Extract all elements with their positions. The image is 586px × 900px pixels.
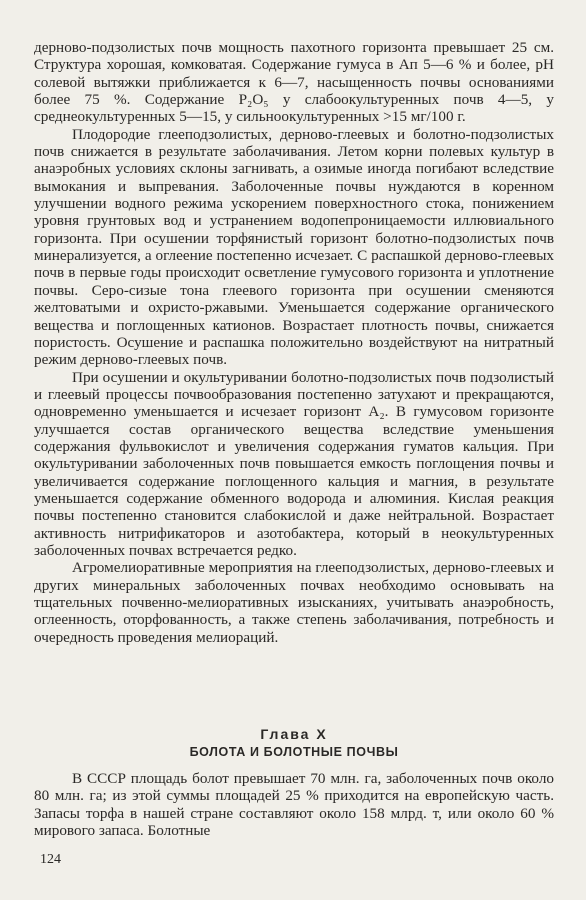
chapter-number: Глава X	[260, 726, 328, 742]
paragraph-ussr-bogs: В СССР площадь болот превышает 70 млн. га, заболоченных почв около 80 млн. га; из этой суммы площадей 25 % приходится на европейскую часть. Запасы торфа в нашей стране составляют около 158 млрд. т, или около 60 % мирового запаса. Болотные	[34, 770, 554, 840]
body-text-bottom	[34, 770, 554, 839]
paragraph-fertility: Плодородие глееподзолистых, дерново-глеевых и болотно-подзолистых почв снижается в результате заболачивания. Летом корни полевых культур в анаэробных условиях склоны загнивать, а озимые иногда погибают вследствие вымокания и выпревания. Заболоченные почвы нуждаются в коренном улучшении водного режима ускорением поверхностного стока, понижением уровня грунтовых вод и устранением водопепроницаемости иллювиального горизонта. При осушении торфянистый горизонт болотно-подзолистых почв минерализуется, а оглеение постепенно исчезает. С распашкой дерново-глеевых почв в первые годы происходит осветление гумусового горизонта и уплотнение почвы. Серо-сизые тона глеевого горизонта при осушении сменяются желтоватыми и охристо-ржавыми. Уменьшается содержание органического вещества и поглощенных катионов. Возрастает плотность почвы, снижается пористость. Осушение и распашка положительно воздействуют на нитратный режим дерново-глеевых почв.	[34, 125, 554, 369]
chapter-title: БОЛОТА И БОЛОТНЫЕ ПОЧВЫ	[189, 745, 399, 759]
page-number: 124	[40, 852, 61, 867]
paragraph-agromelioration: Агромелиоративные мероприятия на глееподзолистых, дерново-глеевых и других минеральных заболоченных почвах необходимо основывать на тщательных почвенно-мелиоративных изысканиях, учитывать анаэробность, оглеенность, оторфованность, а также степень заболачивания, потребность и очередность проведения мелиораций.	[34, 559, 554, 646]
body-text-top	[34, 39, 554, 646]
paragraph-cultivation: При осушении и окультуривании болотно-подзолистых почв подзолистый и глеевый процессы почвообразования постепенно затухают и прекращаются, одновременно уменьшается и исчезает горизонт A₂. В гумусовом горизонте улучшается состав органического вещества вследствие уменьшения содержания фульвокислот и увеличения содержания гуматов кальция. При окультуривании заболоченных почв повышается емкость поглощения почвы и увеличивается содержание поглощенного кальция и магния, в результате уменьшается содержание обменного водорода и алюминия. Кислая реакция почвы постепенно становится слабокислой и даже нейтральной. Возрастает активность нитрификаторов и азотобактера, который в неокультуренных заболоченных почвах встречается редко.	[34, 368, 554, 559]
paragraph-continuation: дерново-подзолистых почв мощность пахотного горизонта превышает 25 см. Структура хорошая, комковатая. Содержание гумуса в Aп 5—6 % и более, pH солевой вытяжки приближается к 6—7, насыщенность почвы основаниями более 75 %. Содержание P₂O₅ у слабоокультуренных почв 4—5, у среднеокультуренных 5—15, у сильноокультуренных >15 мг/100 г.	[34, 39, 554, 126]
